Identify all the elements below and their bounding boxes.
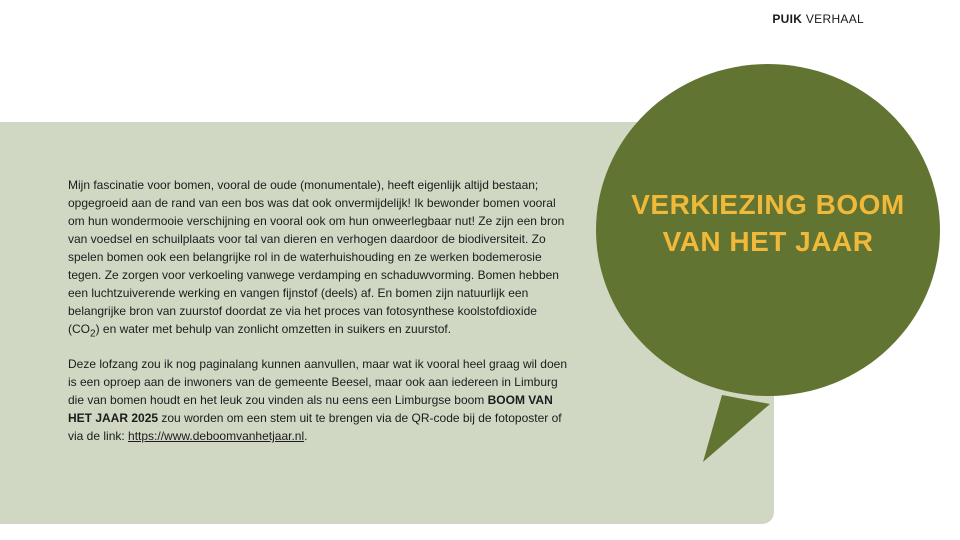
paragraph-2-text: Deze lofzang zou ik nog paginalang kunnen aanvullen, maar wat ik vooral heel graag wil doen is een oproep aan de inwoners van de gemeente Beesel, maar ook aan iedereen in Limburg die van bomen houdt en het leuk zou vinden als nu eens een Limburgse boom	[68, 357, 567, 408]
paragraph-2-middle: zou worden om een stem uit te brengen via de QR-code bij de fotoposter of via de link:	[68, 411, 562, 444]
paragraph-1-text: Mijn fascinatie voor bomen, vooral de oude (monumentale), heeft eigenlijk altijd bestaan; opgegroeid aan de rand van een bos was dat ook onvermijdelijk! Ik bewonder bomen vooral om hun wondermooie verschijning en vooral ook om hun onweerlegbaar nut! Ze zijn een bron van voedsel en schuilplaats voor tal van dieren en verhogen daardoor de biodiversiteit. Zo spelen bomen ook een belangrijke rol in de waterhuishouding en ze werken bodemerosie tegen. Ze zorgen voor verkoeling vanwege verdamping en schaduwvorming. Bomen hebben een luchtzuiverende werking en vangen fijnstof (deels) af. En bomen zijn natuurlijk een belangrijke bron van zuurstof doordat ze via het proces van fotosynthese koolstofdioxide (CO	[68, 178, 565, 336]
paragraph-1-end: ) en water met behulp van zonlicht omzetten in suikers en zuurstof.	[95, 322, 452, 336]
brand-rest: VERHAAL	[805, 12, 864, 26]
co2-subscript: 2	[90, 328, 96, 340]
paragraph-2-end: .	[304, 429, 308, 444]
boom-van-het-jaar-bold: BOOM VAN HET JAAR 2025	[68, 393, 553, 426]
brand-bold: PUIK	[772, 12, 803, 26]
vote-link[interactable]: https://www.deboomvanhetjaar.nl	[128, 429, 305, 444]
speech-bubble-shape	[703, 395, 770, 462]
bubble-title-line-1: VERKIEZING BOOM	[631, 189, 905, 220]
bubble-title	[612, 186, 924, 260]
bubble-title-line-2: VAN HET JAAR	[662, 226, 874, 257]
